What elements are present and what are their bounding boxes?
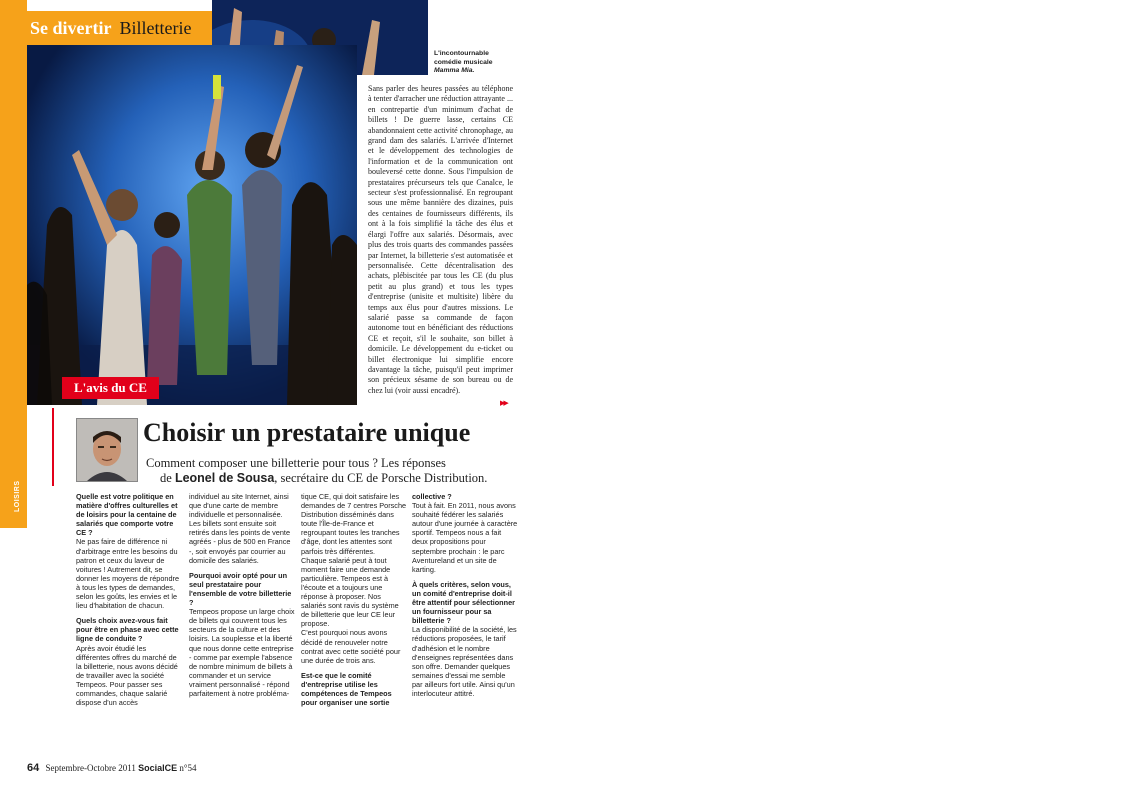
side-color-band <box>0 0 27 528</box>
question: collective ? <box>412 492 452 501</box>
interview-column-2 <box>189 492 295 704</box>
interview-label: L'avis du CE <box>62 377 159 399</box>
page-footer <box>27 762 197 774</box>
continue-arrows-icon: ▶▶ <box>500 399 507 407</box>
subsection-title: Billetterie <box>119 17 192 38</box>
question: Est-ce que le comité d'entreprise utilise les compétences de Tempeos pour organiser une sortie <box>301 670 392 708</box>
musical-stage-photo <box>27 45 357 405</box>
photo-caption: L'incontournable comédie musicale Mamma Mia. <box>434 50 493 74</box>
interview-column-3 <box>301 492 407 713</box>
interview-column-1 <box>76 492 182 713</box>
page-number: 64 <box>27 762 40 774</box>
answer: La disponibilité de la société, les réductions proposées, le tarif d'adhésion et le nombre d'enseignes représentées dans son offre. Demander quelques semaines d'essai me semble par ailleurs fort utile. Ainsi qu'un interlocuteur attitré. <box>412 625 517 698</box>
question: Pourquoi avoir opté pour un seul prestataire pour l'ensemble de votre billetterie ? <box>189 570 292 608</box>
magazine-name: SocialCE <box>138 763 178 773</box>
question: Quels choix avez-vous fait pour être en phase avec cette ligne de conduite ? <box>76 616 179 644</box>
section-side-tag: LOISIRS <box>14 480 21 512</box>
answer: tique CE, qui doit satisfaire les demandes de 7 centres Porsche Distribution disséminés dans toute l'Île-de-France et regroupant toutes les tranches d'âge, dont les attentes sont parfois très différentes. <box>301 492 407 556</box>
answer: C'est pourquoi nous avons décidé de renouveler notre contrat avec cette société pour une durée de trois ans. <box>301 628 401 665</box>
red-divider <box>52 408 54 486</box>
interviewee-name: Leonel de Sousa <box>174 471 275 485</box>
question: Quelle est votre politique en matière d'offres culturelles et de loisirs pour la centaine de salariés que comporte votre CE ? <box>76 492 178 538</box>
answer: Tempeos propose un large choix de billets qui couvrent tous les secteurs de la culture et des loisirs. La souplesse et la liberté que nous donne cette entreprise - comme par exemple l'absence de nombre minimum de billets à commander et un service vraiment personnalisé - répond parfaitement à notre probléma- <box>189 607 295 698</box>
issue-number: n°54 <box>179 763 197 773</box>
interviewee-portrait <box>76 418 138 482</box>
answer: individuel au site Internet, ainsi que d'une carte de membre individuelle et personnalisée. Les billets sont ensuite soit retirés dans les points de vente agréés - plus de 500 en France -, soit envoyés par courrier au domicile des salariés. <box>189 492 291 565</box>
answer: Après avoir étudié les différentes offres du marché de la billetterie, nous avons décidé de travailler avec la société Tempeos. Pour passer ses commandes, chaque salarié dispose d'un accès <box>76 643 178 708</box>
section-header <box>27 11 212 45</box>
answer: Tout à fait. En 2011, nous avons souhaité fédérer les salariés autour d'une journée à caractère sportif. Tempeos nous a fait deux propositions pour septembre prochain : le parc Aventureland et un site de karting. <box>412 501 518 574</box>
issue-date: Septembre-Octobre 2011 <box>45 763 136 773</box>
question: À quels critères, selon vous, un comité d'entreprise doit-il être attentif pour sélectionner un fournisseur pour sa billetterie ? <box>412 579 515 626</box>
interview-subtitle-line1: Comment composer une billetterie pour tous ? Les réponses <box>146 456 446 470</box>
answer: Ne pas faire de différence ni d'arbitrage entre les besoins du patron et ceux du laveur de voitures ! Autrement dit, se donner les moyens de répondre à tous les types de demandes, selon les goûts, les envies et le lieu d'habitation de chacun. <box>76 537 180 611</box>
answer: Chaque salarié peut à tout moment faire une demande particulière. Tempeos est à l'écoute et a toujours une réponse à proposer. Nos salariés sont ravis du système de billetterie que leur CE leur propose. <box>301 555 399 629</box>
interview-subtitle-line2: de Leonel de Sousa, secrétaire du CE de Porsche Distribution. <box>160 471 488 485</box>
section-title: Se divertir <box>30 17 112 38</box>
intro-article-text: Sans parler des heures passées au téléphone à tenter d'arracher une réduction attrayante ... en contrepartie d'un minimum d'achat de billets ! De guerre lasse, certains CE abandonnaient cette activité chronophage, au grand dam des salariés. L'arrivée d'Internet et le développement des technologies de l'information et de la communication ont bouleversé cette donne. Sous l'impulsion de prestataires précurseurs tels que Canalce, le secteur s'est professionnalisé. En regroupant sous une même bannière des dizaines, puis des centaines de fournisseurs différents, ils ont à la fois simplifié la tâche des élus et élargi l'offre aux salariés. Désormais, avec plus des trois quarts des commandes passées par Internet, la billetterie s'est automatisée et personnalisée. Cette décentralisation des achats, plébiscitée par tous les CE (du plus petit au plus grand) et tous les types d'entreprise (unisite et multisite) libère du temps aux élus pour d'autres missions. Le salarié passe sa commande de façon autonome tout en bénéficiant des réductions CE et reçoit, s'il le souhaite, son billet à domicile. Le développement du e-ticket ou billet électronique lui simplifie encore davantage la tâche, puisqu'il peut imprimer son précieux sésame de son bureau ou de chez lui (voir aussi encadré). <box>368 84 513 395</box>
interview-column-4 <box>412 492 518 704</box>
interview-title: Choisir un prestataire unique <box>143 418 471 447</box>
